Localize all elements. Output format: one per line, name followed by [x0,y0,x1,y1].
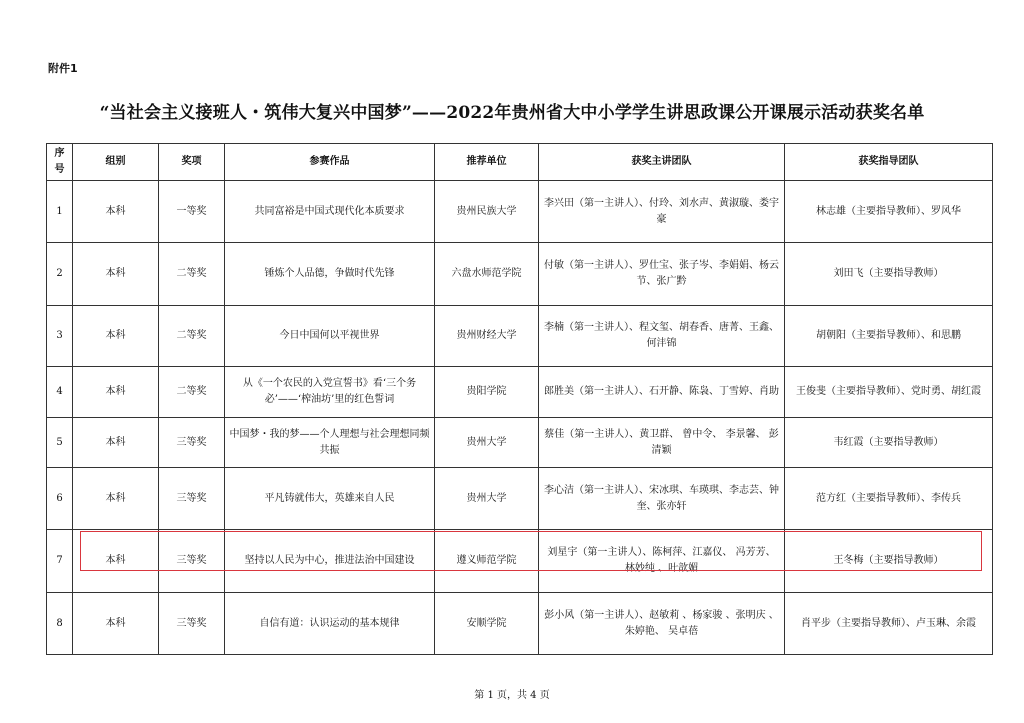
cell-lecture-team: 郎胜美（第一主讲人）、石开静、陈袅、丁雪婷、肖助 [539,367,785,418]
table-row [47,181,993,243]
cell-group: 本科 [73,306,159,367]
awards-table [46,143,993,655]
cell-index: 7 [47,530,73,593]
cell-index: 3 [47,306,73,367]
cell-unit: 贵州财经大学 [435,306,539,367]
cell-work: 坚持以人民为中心，推进法治中国建设 [225,530,435,593]
cell-advisor-team: 林志雄（主要指导教师）、罗风华 [785,181,993,243]
cell-work: 共同富裕是中国式现代化本质要求 [225,181,435,243]
cell-award: 三等奖 [159,468,225,530]
cell-award: 一等奖 [159,181,225,243]
cell-work: 中国梦・我的梦——个人理想与社会理想同频共振 [225,418,435,468]
cell-lecture-team: 刘星宇（第一主讲人）、陈柯萍、江嘉仪、 冯芳芳、林妙纯 、叶歆媚 [539,530,785,593]
header-index: 序号 [47,144,73,181]
cell-lecture-team: 付敏（第一主讲人）、罗仕宝、张子岑、李娟娟、杨云节、张广黔 [539,243,785,306]
cell-award: 三等奖 [159,530,225,593]
header-unit: 推荐单位 [435,144,539,181]
cell-lecture-team: 李兴田（第一主讲人）、付玲、刘水声、黄淑璇、娄宇豪 [539,181,785,243]
document-title: “当社会主义接班人・筑伟大复兴中国梦”——2022年贵州省大中小学学生讲思政课公开课展示活动获奖名单 [99,103,925,123]
cell-index: 1 [47,181,73,243]
header-work: 参赛作品 [225,144,435,181]
cell-advisor-team: 肖平步（主要指导教师）、卢玉琳、余霞 [785,593,993,655]
cell-award: 二等奖 [159,367,225,418]
cell-advisor-team: 刘田飞（主要指导教师） [785,243,993,306]
attachment-label: 附件1 [48,62,78,75]
cell-group: 本科 [73,418,159,468]
cell-advisor-team: 范方红（主要指导教师）、李传兵 [785,468,993,530]
cell-unit: 安顺学院 [435,593,539,655]
cell-group: 本科 [73,468,159,530]
cell-group: 本科 [73,243,159,306]
cell-unit: 贵州大学 [435,468,539,530]
cell-advisor-team: 王冬梅（主要指导教师） [785,530,993,593]
cell-index: 4 [47,367,73,418]
cell-award: 二等奖 [159,243,225,306]
table-row [47,530,993,593]
table-row [47,593,993,655]
cell-unit: 遵义师范学院 [435,530,539,593]
cell-lecture-team: 李心洁（第一主讲人）、宋冰琪、车瑛琪、李志芸、钟奎、张亦轩 [539,468,785,530]
cell-group: 本科 [73,181,159,243]
cell-index: 5 [47,418,73,468]
cell-award: 三等奖 [159,593,225,655]
cell-work: 从《一个农民的入党宣誓书》看‘三个务必’——‘榨油坊’里的红色誓词 [225,367,435,418]
cell-unit: 贵阳学院 [435,367,539,418]
cell-index: 8 [47,593,73,655]
cell-work: 自信有道：认识运动的基本规律 [225,593,435,655]
table-row [47,418,993,468]
cell-advisor-team: 胡朝阳（主要指导教师）、和思鹏 [785,306,993,367]
table-row [47,468,993,530]
header-advisor-team: 获奖指导团队 [785,144,993,181]
table-row [47,306,993,367]
cell-work: 今日中国何以平视世界 [225,306,435,367]
cell-group: 本科 [73,593,159,655]
table-row [47,243,993,306]
header-lecture-team: 获奖主讲团队 [539,144,785,181]
cell-unit: 贵州民族大学 [435,181,539,243]
cell-lecture-team: 蔡佳（第一主讲人）、黄卫群、 曾中令、 李景馨、 彭清颖 [539,418,785,468]
cell-work: 锤炼个人品德，争做时代先锋 [225,243,435,306]
cell-lecture-team: 李楠（第一主讲人）、程文玺、胡春香、唐菁、王鑫、何沣锦 [539,306,785,367]
cell-unit: 贵州大学 [435,418,539,468]
cell-work: 平凡铸就伟大，英雄来自人民 [225,468,435,530]
cell-unit: 六盘水师范学院 [435,243,539,306]
cell-lecture-team: 彭小风（第一主讲人）、赵敏莉 、杨家骏 、张明庆 、朱婷艳、 吴卓蓓 [539,593,785,655]
cell-group: 本科 [73,367,159,418]
cell-index: 2 [47,243,73,306]
header-award: 奖项 [159,144,225,181]
cell-group: 本科 [73,530,159,593]
table-header-row [47,144,993,181]
cell-advisor-team: 王俊斐（主要指导教师）、党时勇、胡红霞 [785,367,993,418]
page-footer: 第 1 页，共 4 页 [474,690,550,701]
table-row [47,367,993,418]
cell-index: 6 [47,468,73,530]
header-group: 组别 [73,144,159,181]
cell-award: 二等奖 [159,306,225,367]
cell-advisor-team: 韦红霞（主要指导教师） [785,418,993,468]
cell-award: 三等奖 [159,418,225,468]
